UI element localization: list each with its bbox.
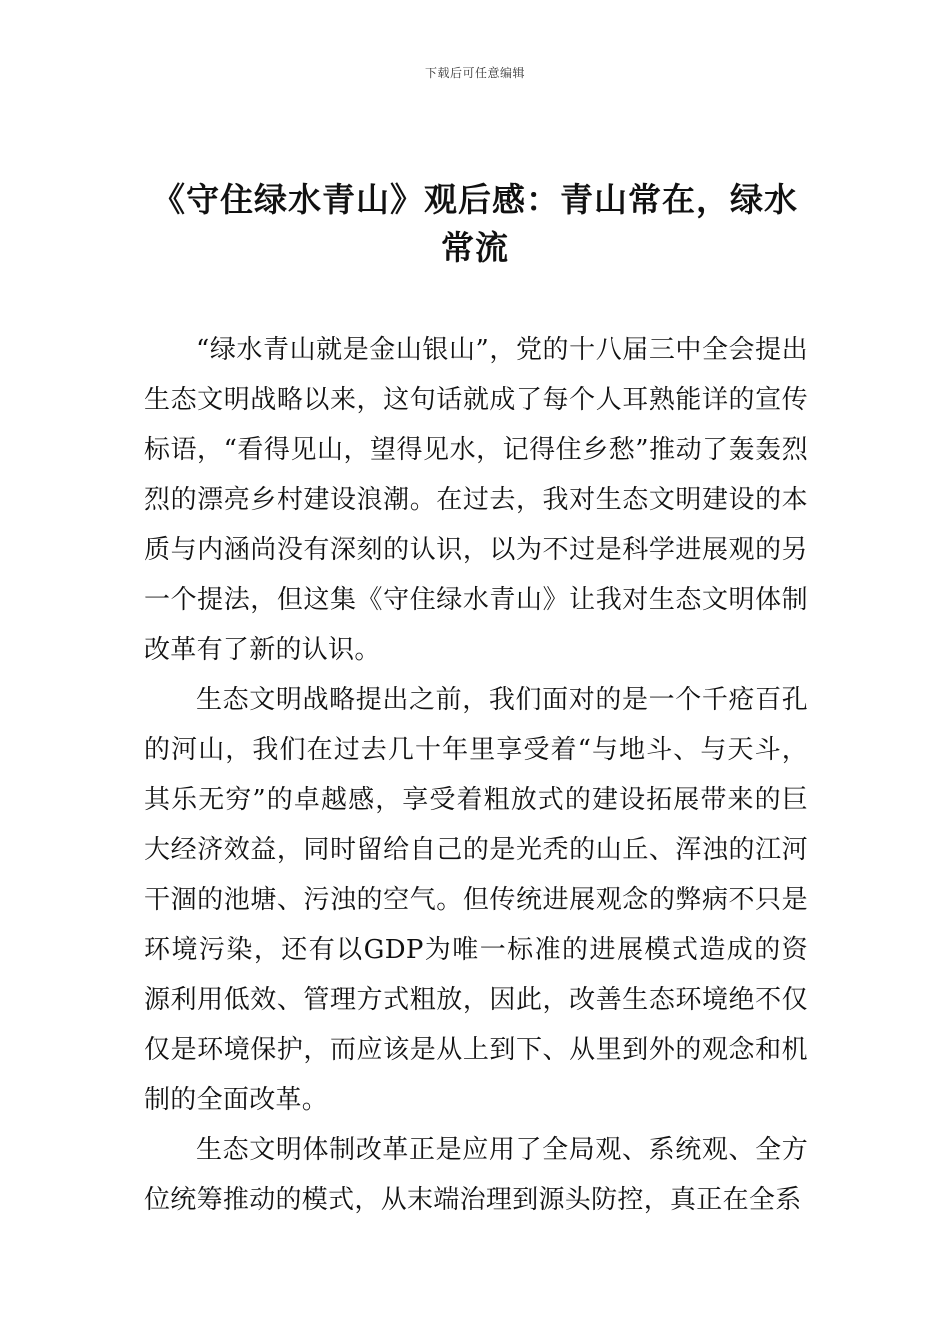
body-paragraph-2: 生态文明战略提出之前，我们面对的是一个千疮百孔的河山，我们在过去几十年里享受着“与地斗、与天斗，其乐无穷”的卓越感，享受着粗放式的建设拓展带来的巨大经济效益，同时留给自己的是光秃的山丘、浑浊的江河干涸的池塘、污浊的空气。但传统进展观念的弊病不只是环境污染，还有以GDP为唯一标准的进展模式造成的资源利用低效、管理方式粗放，因此，改善生态环境绝不仅仅是环境保护，而应该是从上到下、从里到外的观念和机制的全面改革。 — [144, 685, 808, 1115]
body-paragraph-3: 生态文明体制改革正是应用了全局观、系统观、全方位统筹推动的模式，从末端治理到源头防控，真正在全系 — [144, 1135, 808, 1215]
body-paragraph-1: “绿水青山就是金山银山”，党的十八届三中全会提出生态文明战略以来，这句话就成了每个人耳熟能详的宣传标语，“看得见山，望得见水，记得住乡愁”推动了轰轰烈烈的漂亮乡村建设浪潮。在过去，我对生态文明建设的本质与内涵尚没有深刻的认识，以为不过是科学进展观的另一个提法，但这集《守住绿水青山》让我对生态文明体制改革有了新的认识。 — [144, 335, 808, 665]
document-title: 《守住绿水青山》观后感：青山常在，绿水常流 — [152, 180, 798, 267]
document-body — [144, 325, 808, 1225]
header-note: 下载后可任意编辑 — [424, 66, 525, 80]
